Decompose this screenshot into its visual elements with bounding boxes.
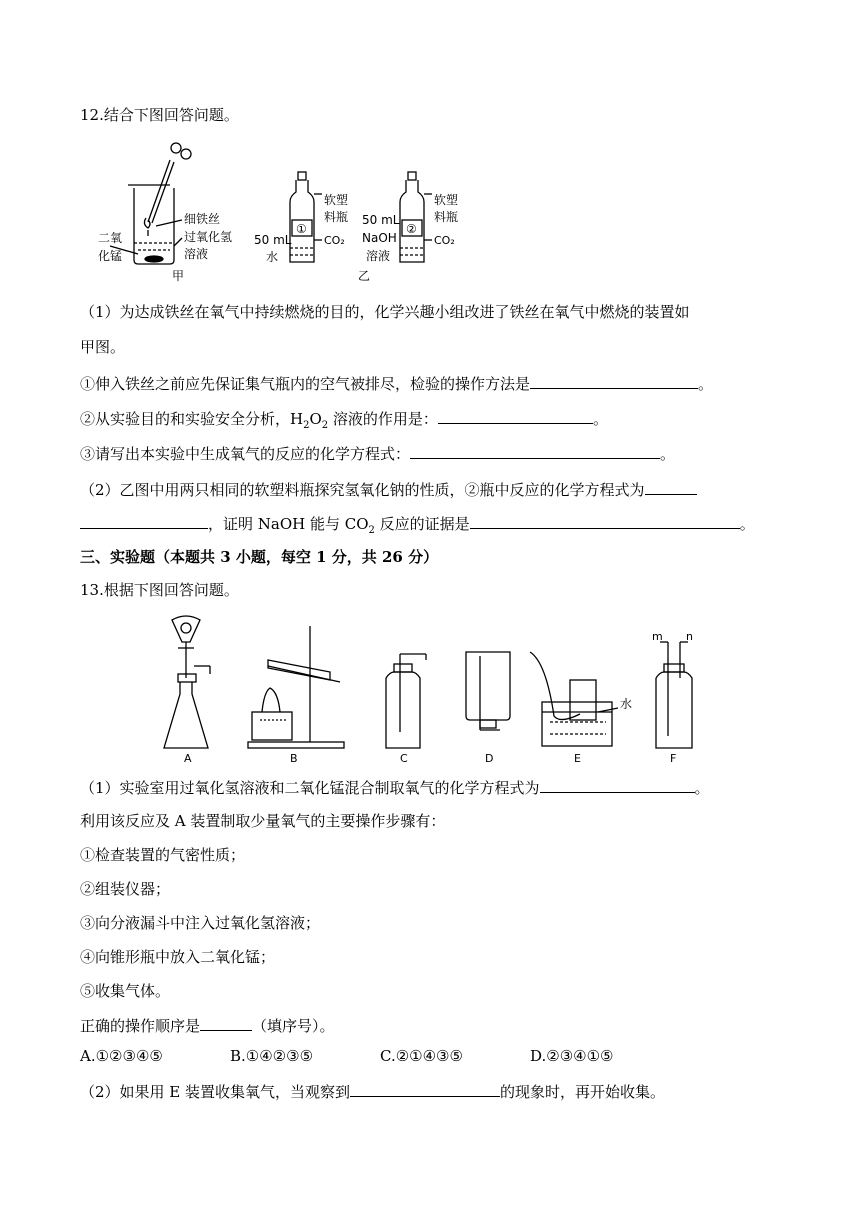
app-label-b: B [290,752,298,765]
q12-part2-cont [80,512,755,541]
q13-step-4: ④向锥形瓶中放入二氧化锰； [80,948,276,966]
apparatus-d [466,652,510,730]
jia-label-solution: 溶液 [184,247,209,261]
yi-b2-label-1: 软塑 [434,193,459,207]
q12-title: 12.结合下图回答问题。 [80,106,239,124]
q13-order-text: 正确的操作顺序是 [80,1017,201,1035]
q12-s2-sub2: 2 [321,420,329,431]
q13-step-1: ①检查装置的气密性质； [80,846,246,864]
q13-step-2: ②组装仪器； [80,880,171,898]
apparatus-b [248,626,344,748]
yi-bottle-2-num: ② [406,222,417,236]
q13-part1-text: （1）实验室用过氧化氢溶液和二氧化锰混合制取氧气的化学方程式为 [80,779,540,797]
jia-label-iron-wire: 细铁丝 [184,212,221,226]
q13-options [80,1046,614,1066]
section-3-heading: 三、实验题（本题共 3 小题，每空 1 分，共 26 分） [80,548,439,566]
jia-apparatus [110,143,191,264]
yi-bottle-2 [400,172,432,262]
q12-s2-text-b: O [309,410,322,428]
q13-part1-cont: 利用该反应及 A 装置制取少量氧气的主要操作步骤有： [80,812,446,830]
water-label: 水 [620,697,633,711]
q13-step-5: ⑤收集气体。 [80,982,171,1000]
q12-part2-blank-c[interactable] [470,512,740,529]
yi-caption: 乙 [358,269,371,283]
tube-label-m: m [652,630,663,643]
apparatus-c [386,654,426,748]
q13-part1 [80,776,710,798]
q12-s1-end: 。 [698,375,714,393]
q13-figure [150,612,710,768]
yi-bottle-1-num: ① [296,222,307,236]
q12-part2-blank-b[interactable] [80,512,208,529]
yi-b1-gas: CO₂ [324,234,345,247]
yi-b2-left-2: NaOH [362,231,397,245]
q12-s2-blank[interactable] [438,407,593,424]
q12-s2-text-c: 溶液的作用是： [328,410,438,428]
tube-label-n: n [686,630,693,643]
app-label-a: A [184,752,192,765]
q12-part2-mid: ，证明 NaOH 能与 CO [208,515,369,533]
q13-part2-text: （2）如果用 E 装置收集氧气，当观察到 [80,1083,351,1101]
q13-part1-end: 。 [694,779,710,797]
q13-title: 13.根据下图回答问题。 [80,581,239,599]
q12-s2-text-a: ②从实验目的和实验安全分析，H [80,410,304,428]
q13-step-3: ③向分液漏斗中注入过氧化氢溶液； [80,914,321,932]
q12-s1-blank[interactable] [530,372,698,389]
q13-part2 [80,1080,665,1102]
q12-figure [90,140,490,290]
q13-order-hint: （填序号）。 [252,1017,335,1035]
q12-part2 [80,478,697,500]
option-d[interactable]: D.②③④①⑤ [530,1047,614,1065]
apparatus-e [530,652,618,746]
yi-b2-gas: CO₂ [434,234,455,247]
yi-b1-left-1: 50 mL [254,233,292,247]
yi-b1-left-2: 水 [266,250,279,264]
app-label-d: D [485,752,494,765]
app-label-f: F [670,752,677,765]
q12-s2-sub1: 2 [303,420,310,431]
jia-label-h2o2: 过氧化氢 [184,230,233,244]
q12-part2-tail: 反应的证据是 [374,515,470,533]
yi-b2-label-2: 料瓶 [434,210,459,224]
q12-s3-blank[interactable] [410,442,660,459]
yi-bottle-1 [290,172,322,262]
option-a[interactable]: A.①②③④⑤ [80,1047,163,1065]
q13-order [80,1014,335,1036]
option-b[interactable]: B.①④②③⑤ [230,1047,314,1065]
q12-s1 [80,372,713,394]
q12-part2-blank-a[interactable] [645,478,697,495]
q12-s2-end: 。 [592,410,608,428]
jia-caption: 甲 [172,269,185,283]
q12-s1-text: ①伸入铁丝之前应先保证集气瓶内的空气被排尽，检验的操作方法是 [80,375,531,393]
jia-label-mno2-2: 化锰 [98,249,123,263]
q12-part1-cont: 甲图。 [80,338,126,356]
q12-s3-end: 。 [660,445,676,463]
app-label-c: C [400,752,408,765]
yi-b1-label-2: 料瓶 [324,210,349,224]
q12-s3 [80,442,675,464]
q13-order-blank[interactable] [200,1014,252,1031]
q12-part1: （1）为达成铁丝在氧气中持续燃烧的目的，化学兴趣小组改进了铁丝在氧气中燃烧的装置如 [80,303,690,321]
q12-part2-sub: 2 [368,525,375,536]
q13-part2-blank[interactable] [350,1080,500,1097]
yi-b2-left-3: 溶液 [366,249,391,263]
q12-s2 [80,407,608,436]
yi-b2-left-1: 50 mL [362,213,400,227]
q12-s3-text: ③请写出本实验中生成氧气的反应的化学方程式： [80,445,411,463]
app-label-e: E [574,752,581,765]
apparatus-a [164,616,210,748]
q12-part2-end: 。 [739,515,755,533]
q13-part2-end: 的现象时，再开始收集。 [500,1083,666,1101]
q13-part1-blank[interactable] [540,776,695,793]
apparatus-f [656,642,692,748]
option-c[interactable]: C.②①④③⑤ [380,1047,463,1065]
yi-b1-label-1: 软塑 [324,193,349,207]
q12-part2-text: （2）乙图中用两只相同的软塑料瓶探究氢氧化钠的性质，②瓶中反应的化学方程式为 [80,481,645,499]
jia-label-mno2-1: 二氧 [98,231,123,245]
